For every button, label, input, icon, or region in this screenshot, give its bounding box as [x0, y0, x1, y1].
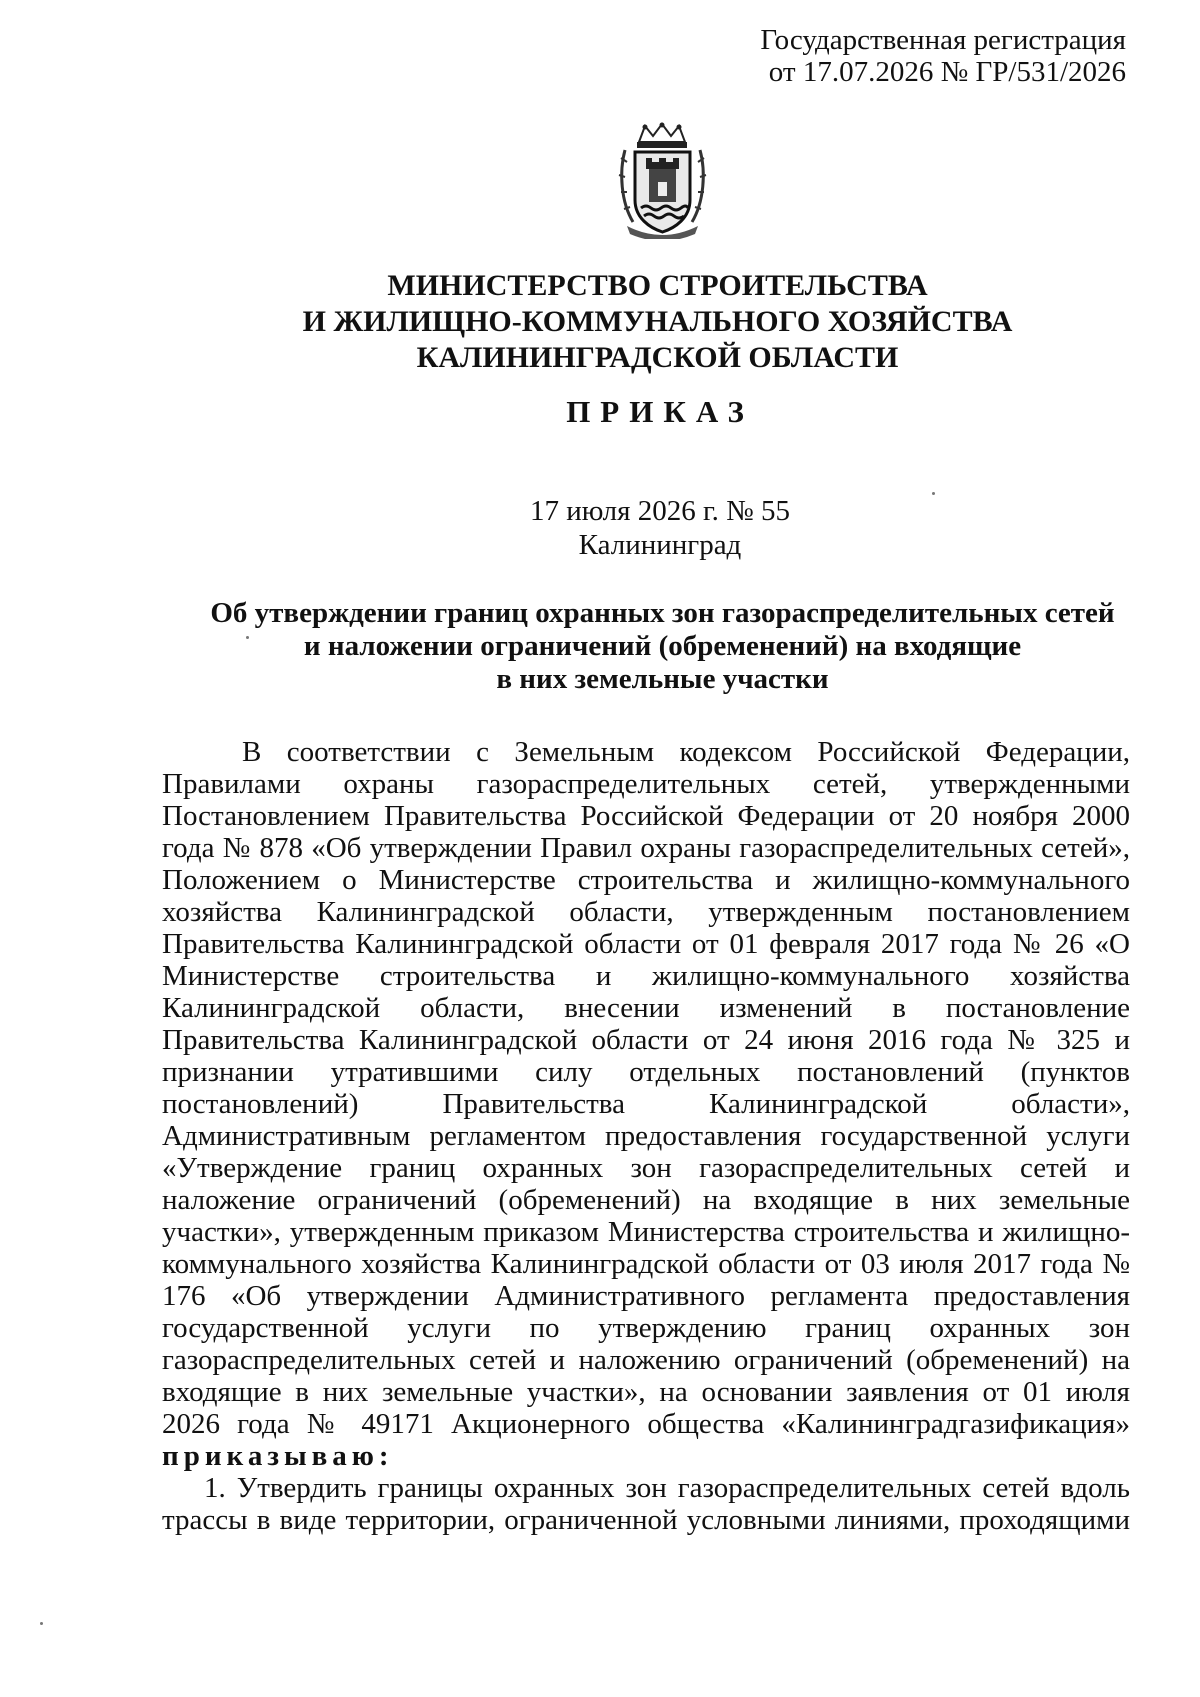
scan-speck: [246, 636, 249, 639]
order-date-number: 17 июля 2026 г. № 55: [529, 495, 791, 527]
subject-line-3: в них земельные участки: [496, 663, 829, 695]
order-city: Калининград: [578, 529, 742, 561]
order-body: [162, 736, 1130, 1536]
ministry-name-line-1: МИНИСТЕРСТВО СТРОИТЕЛЬСТВА: [387, 269, 928, 302]
ministry-name-line-3: КАЛИНИНГРАДСКОЙ ОБЛАСТИ: [416, 341, 899, 374]
coat-of-arms-icon: [617, 122, 708, 239]
ministry-name-heading: [0, 268, 1200, 376]
state-registration-stamp: [760, 24, 1126, 88]
order-word: приказываю:: [162, 1440, 394, 1472]
subject-line-1: Об утверждении границ охранных зон газораспределительных сетей: [210, 597, 1115, 629]
order-subject-heading: [0, 597, 1200, 696]
registration-line-2: от 17.07.2026 № ГР/531/2026: [768, 56, 1126, 88]
ministry-name-line-2: И ЖИЛИЩНО-КОММУНАЛЬНОГО ХОЗЯЙСТВА: [302, 305, 1013, 338]
order-title: ПРИКАЗ: [566, 394, 754, 429]
order-date-block: [0, 494, 1200, 562]
preamble-paragraph: [162, 736, 1130, 1472]
registration-line-1: Государственная регистрация: [760, 24, 1126, 56]
scan-speck: [932, 492, 935, 495]
order-item-1: 1. Утвердить границы охранных зон газораспределительных сетей вдоль трассы в виде территории, ограниченной условными линиями, проходящими: [162, 1472, 1130, 1536]
scan-speck: [40, 1622, 43, 1625]
preamble-text: В соответствии с Земельным кодексом Российской Федерации, Правилами охраны газораспределительных сетей, утвержденными Постановлением Правительства Российской Федерации от 20 ноября 2000 года № 878 «Об утверждении Правил охраны газораспределительных сетей», Положением о Министерстве строительства и жилищно-коммунального хозяйства Калининградской области, утвержденным постановлением Правительства Калининградской области от 01 февраля 2017 года № 26 «О Министерстве строительства и жилищно-коммунального хозяйства Калининградской области, внесении изменений в постановление Правительства Калининградской области от 24 июня 2016 года № 325 и признании утратившими силу отдельных постановлений (пунктов постановлений) Правительства Калининградской области», Административным регламентом предоставления государственной услуги «Утверждение границ охранных зон газораспределительных сетей и наложение ограничений (обременений) на входящие в них земельные участки», утвержденным приказом Министерства строительства и жилищно-коммунального хозяйства Калининградской области от 03 июля 2017 года № 176 «Об утверждении Административного регламента предоставления государственной услуги по утверждению границ охранных зон газораспределительных сетей и наложению ограничений (обременений) на входящие в них земельные участки», на основании заявления от 01 июля 2026 года № 49171 Акционерного общества «Калининградгазификация»: [162, 736, 1130, 1440]
subject-line-2: и наложении ограничений (обременений) на входящие: [303, 630, 1022, 662]
